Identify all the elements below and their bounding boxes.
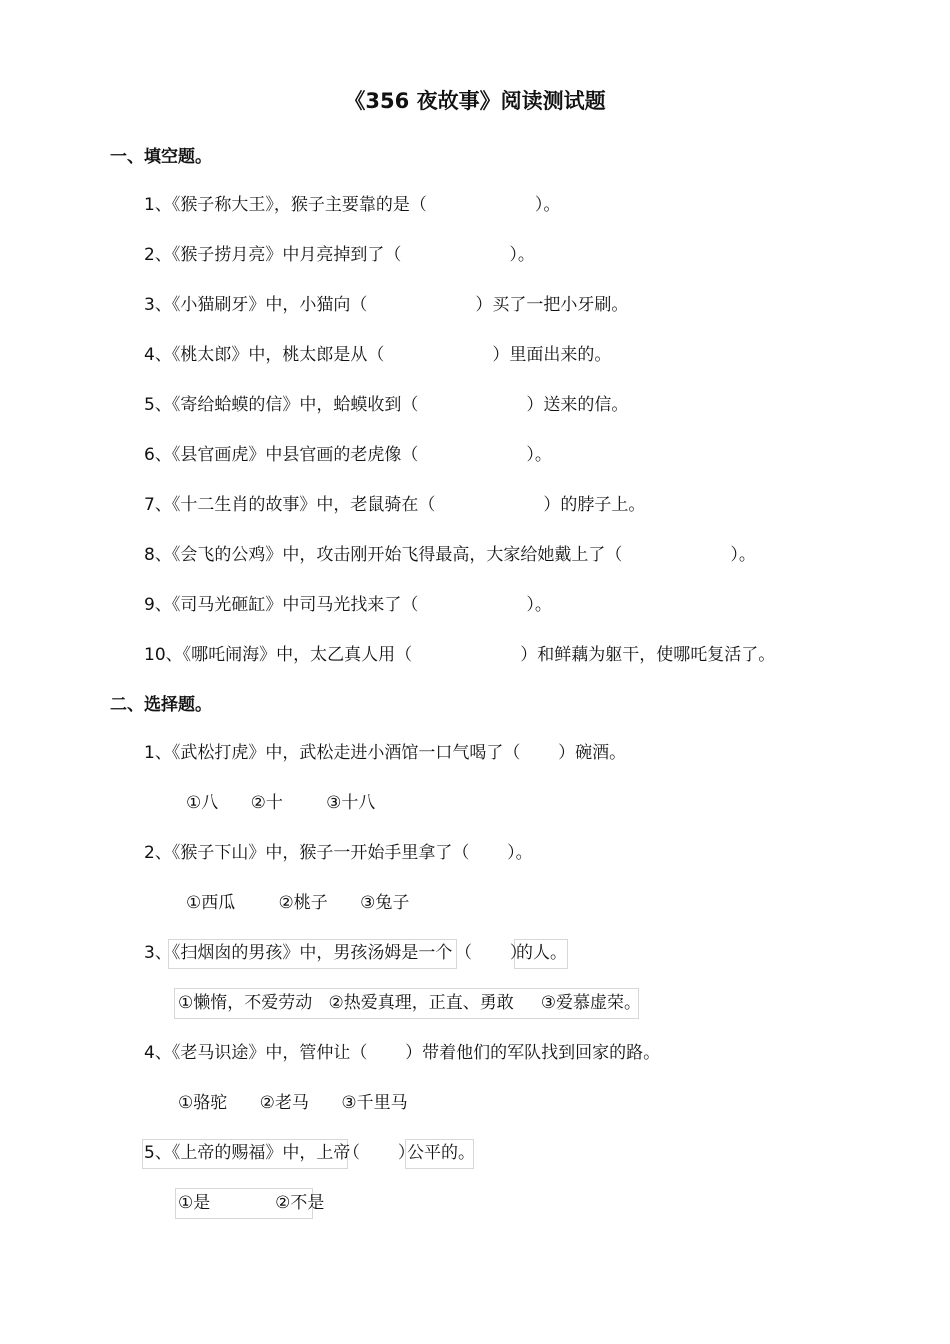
- fill-question-3: 3、《小猫刷牙》中，小猫向（ ）买了一把小牙刷。: [144, 295, 629, 315]
- fill-question-1: 1、《猴子称大王》，猴子主要靠的是（ ）。: [144, 195, 561, 215]
- page-title: 《356 夜故事》阅读测试题: [344, 89, 606, 113]
- fill-question-4: 4、《桃太郎》中，桃太郎是从（ ）里面出来的。: [144, 345, 612, 365]
- choice-question-3-part-a: 3、《扫烟囱的男孩》中，男孩汤姆是一个: [144, 943, 453, 963]
- choice-options-2: ①西瓜 ②桃子 ③兔子: [186, 893, 410, 913]
- choice-question-3-part-c: 的人。: [516, 943, 567, 963]
- section-heading-fill-blank: 一、填空题。: [110, 147, 212, 167]
- choice-options-5: ①是 ②不是: [178, 1193, 325, 1213]
- choice-question-3-part-b: （ ）: [455, 943, 527, 963]
- choice-question-4: 4、《老马识途》中，管仲让（ ）带着他们的军队找到回家的路。: [144, 1043, 661, 1063]
- choice-question-1: 1、《武松打虎》中，武松走进小酒馆一口气喝了（ ）碗酒。: [144, 743, 627, 763]
- fill-question-9: 9、《司马光砸缸》中司马光找来了（ ）。: [144, 595, 552, 615]
- fill-question-5: 5、《寄给蛤蟆的信》中，蛤蟆收到（ ）送来的信。: [144, 395, 629, 415]
- choice-options-1: ①八 ②十 ③十八: [186, 793, 376, 813]
- fill-question-2: 2、《猴子捞月亮》中月亮掉到了（ ）。: [144, 245, 535, 265]
- choice-options-4: ①骆驼 ②老马 ③千里马: [178, 1093, 408, 1113]
- fill-question-10: 10、《哪吒闹海》中，太乙真人用（ ）和鲜藕为躯干，使哪吒复活了。: [144, 645, 776, 665]
- choice-question-5-part-b: （ ）: [343, 1143, 415, 1163]
- section-heading-choice: 二、选择题。: [110, 695, 212, 715]
- choice-question-2: 2、《猴子下山》中，猴子一开始手里拿了（ ）。: [144, 843, 533, 863]
- fill-question-7: 7、《十二生肖的故事》中，老鼠骑在（ ）的脖子上。: [144, 495, 646, 515]
- choice-options-3: ①懒惰，不爱劳动 ②热爱真理，正直、勇敢 ③爱慕虚荣。: [178, 993, 641, 1013]
- fill-question-6: 6、《县官画虎》中县官画的老虎像（ ）。: [144, 445, 552, 465]
- fill-question-8: 8、《会飞的公鸡》中，攻击刚开始飞得最高，大家给她戴上了（ ）。: [144, 545, 756, 565]
- choice-question-5-part-c: 公平的。: [407, 1143, 475, 1163]
- choice-question-5-part-a: 5、《上帝的赐福》中，上帝: [144, 1143, 351, 1163]
